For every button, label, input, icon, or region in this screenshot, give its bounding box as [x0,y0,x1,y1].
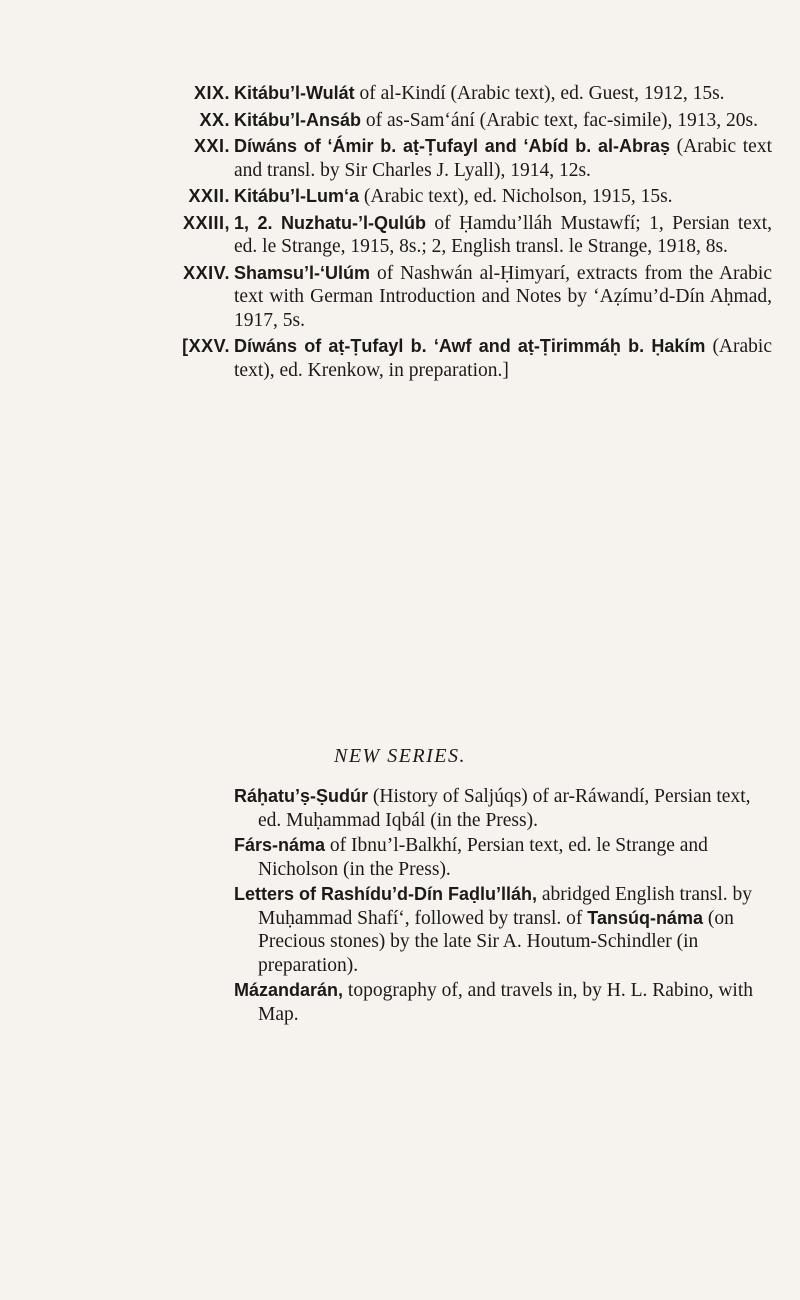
series-number: XXIV. [183,262,230,283]
series-number: XXI. [193,136,230,156]
entry-title: Díwáns of aṭ-Ṭufayl b. ‘Awf and aṭ-Ṭirimmáḥ b. Ḥakím [234,336,706,356]
entry-title: Mázandarán, [234,980,344,1000]
entry-text [234,109,772,133]
series-number: XXIII, [182,212,230,233]
entry-text [234,82,772,106]
list-item [234,979,772,1026]
list-item [36,185,772,209]
entry-title: Kitábu’l-Lum‘a [234,186,359,206]
list-item [36,212,772,259]
list-item [36,262,772,333]
section-heading: NEW SERIES. [333,745,467,767]
entry-details: of Ibnu’l-Balkhí, Persian text, ed. le Strange and Nicholson (in the Press). [258,835,708,880]
entry-title: Kitábu’l-Wulát [234,83,355,103]
series-number: XIX. [193,83,230,103]
entry-text [234,335,772,382]
list-item [234,883,772,977]
entry-text [234,185,772,209]
list-item [234,834,772,881]
entry-details: of as-Sam‘ání (Arabic text, fac-simile), 1913, 20s. [361,109,758,131]
entry-title: Díwáns of ‘Ámir b. aṭ-Ṭufayl and ‘Abíd b. al-Abraṣ [234,136,670,156]
entry-title: Shamsu’l-‘Ulúm [234,262,371,283]
list-item [36,135,772,182]
new-series-list [234,785,772,1028]
entry-title: Kitábu’l-Ansáb [234,109,362,130]
entry-details: of Nashwán al-Ḥimyarí, extracts from the Arabic text with German Introduction and Notes by ‘Aẓímu’d-Dín Aḥmad, 1917, 5s. [234,262,772,331]
entry-details: abridged English transl. by Muḥammad Shafí‘, followed by transl. of [258,884,753,929]
entry-details: of Ḥamdu’lláh Mustawfí; 1, Persian text, ed. le Strange, 1915, 8s.; 2, English transl. le Strange, 1918, 8s. [234,212,772,257]
list-item [234,785,772,832]
entry-text [234,262,772,333]
entry-subtitle: Tansúq-náma [587,907,703,928]
list-item [36,335,772,382]
series-number: [XXV. [182,336,230,356]
list-item [36,82,772,106]
entry-details: of al-Kindí (Arabic text), ed. Guest, 1912, 15s. [354,83,725,104]
entry-text [234,212,772,259]
entry-title: Fárs-náma [234,835,326,855]
entry-details: topography of, and travels in, by H. L. Rabino, with Map. [258,980,754,1025]
entry-details: (History of Saljúqs) of ar-Ráwandí, Persian text, ed. Muḥammad Iqbál (in the Press). [258,786,751,831]
entry-title: Letters of Rashídu’d-Dín Faḍlu’lláh, [234,884,538,904]
entry-title: 1, 2. Nuzhatu-’l-Qulúb [234,212,427,233]
list-item [36,109,772,133]
entry-details: (Arabic text), ed. Krenkow, in preparation.] [234,336,772,381]
series-number: XX. [199,109,230,130]
entry-details: (Arabic text and transl. by Sir Charles J. Lyall), 1914, 12s. [234,136,772,181]
entry-details: (Arabic text), ed. Nicholson, 1915, 15s. [359,186,673,207]
series-list [36,82,772,385]
entry-details-continued: (on Precious stones) by the late Sir A. Houtum-Schindler (in preparation). [258,907,734,976]
entry-title: Ráḥatu’ṣ-Ṣudúr [234,786,369,806]
series-number: XXII. [188,186,230,206]
entry-text [234,135,772,182]
